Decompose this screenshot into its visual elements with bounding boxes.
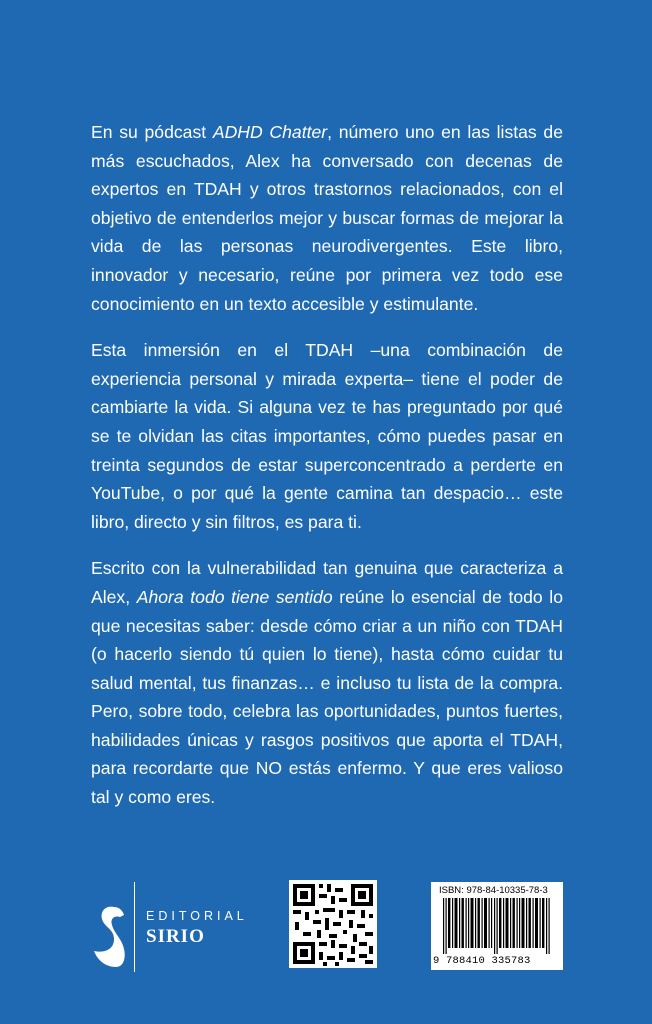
publisher-name: SIRIO — [146, 926, 205, 947]
paragraph-1-segment-3: , número uno en las listas de más escuchados, Alex ha conversado con decenas de expertos en TDAH y otros trastornos relacionados, con el objetivo de entenderlos mejor y buscar formas de mejorar la vida de las personas neurodivergentes. Este libro, innovador y necesario, reúne por primera vez todo ese conocimiento en un texto accesible y estimulante. — [91, 122, 563, 314]
swan-icon — [92, 905, 126, 978]
isbn-barcode — [431, 882, 563, 970]
cover-footer — [0, 875, 652, 985]
blurb-paragraph-3 — [91, 554, 563, 811]
paragraph-3-segment-3: reúne lo esencial de todo lo que necesitas saber: desde cómo criar a un niño con TDAH (o hacerlo siendo tú quien lo tiene), hasta cómo cuidar tu salud mental, tus finanzas… e incluso tu lista de la compra. Pero, sobre todo, celebra las oportunidades, puntos fuertes, habilidades únicas y rasgos positivos que aporta el TDAH, para recordarte que NO estás enfermo. Y que eres valioso tal y como eres. — [91, 586, 563, 808]
blurb-paragraph-1 — [91, 118, 563, 318]
podcast-title: ADHD Chatter — [212, 122, 328, 142]
book-title: Ahora todo tiene sentido — [136, 586, 333, 607]
barcode-digits: 9 788410 335783 — [433, 955, 531, 967]
paragraph-1-segment-1: En su pódcast — [91, 122, 213, 142]
logo-divider — [134, 882, 135, 972]
paragraph-2-segment-1: Esta inmersión en el TDAH –una combinación de experiencia personal y mirada experta– tiene el poder de cambiarte la vida. Si alguna vez te has preguntado por qué se te olvidan las citas importantes, cómo puedes pasar en treinta segundos de estar superconcentrado a perderte en YouTube, o por qué la gente camina tan despacio… este libro, directo y sin filtros, es para ti. — [91, 340, 563, 532]
back-cover-blurb — [91, 118, 563, 830]
blurb-paragraph-2 — [91, 336, 563, 536]
qr-code-icon — [289, 880, 377, 968]
isbn-label: ISBN: 978-84-10335-78-3 — [439, 885, 548, 896]
publisher-label: EDITORIAL — [146, 909, 248, 923]
paragraph-3-segment-1: Escrito con la vulnerabilidad tan genuina que caracteriza a Alex, — [91, 558, 563, 607]
